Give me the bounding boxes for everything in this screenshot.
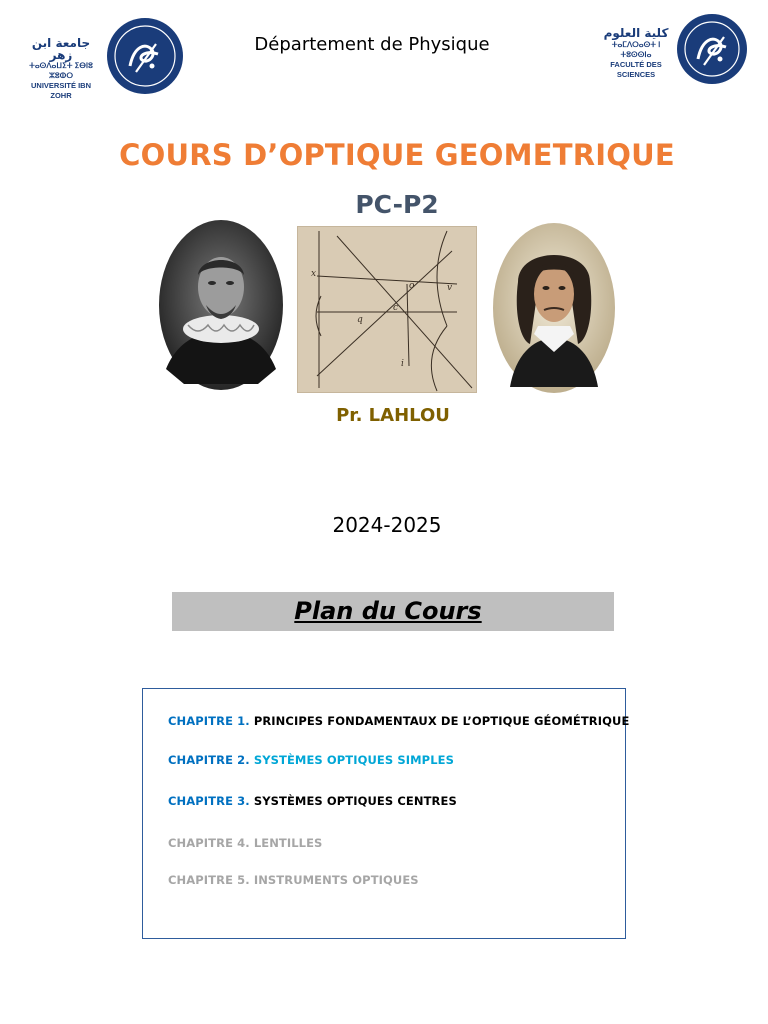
portrait-right-image <box>492 222 616 394</box>
university-name <box>22 37 100 101</box>
department-name: Département de Physique <box>254 34 490 55</box>
faculty-name-tifinagh: ⵜⴰⵎⴷⵔⴰⵙⵜ ⵏ ⵜⵓⵙⵙⵏⴰ <box>611 40 661 59</box>
university-seal-icon <box>106 16 184 96</box>
svg-text:c: c <box>393 303 399 313</box>
chapter-number: CHAPITRE 1. <box>168 714 250 728</box>
faculty-name-arabic: كلية العلوم <box>603 26 669 40</box>
faculty-name-french: FACULTÉ DES SCIENCES <box>610 60 662 79</box>
faculty-seal-icon <box>676 11 748 87</box>
university-name-arabic: جامعة ابن زهر <box>31 36 91 62</box>
toc-chapter-2[interactable] <box>168 753 454 767</box>
chapter-title: LENTILLES <box>253 836 323 850</box>
toc-chapter-4[interactable] <box>168 836 322 850</box>
university-name-tifinagh: ⵜⴰⵙⴷⴰⵡⵉⵜ ⵉⴱⵏⵓ ⵣⵓⵀⵔ <box>29 61 93 80</box>
chapter-title: PRINCIPES FONDAMENTAUX DE L’OPTIQUE GÉOMÉTRIQUE <box>253 714 630 728</box>
chapter-title: INSTRUMENTS OPTIQUES <box>253 873 419 887</box>
chapter-title: SYSTÈMES OPTIQUES CENTRES <box>253 794 457 808</box>
university-name-french: UNIVERSITÉ IBN ZOHR <box>30 81 91 100</box>
chapter-number: CHAPITRE 4. <box>168 836 250 850</box>
svg-text:x: x <box>311 269 317 279</box>
toc-chapter-5[interactable] <box>168 873 419 887</box>
svg-text:v: v <box>447 283 453 293</box>
optics-manuscript-diagram-image <box>297 226 477 393</box>
portrait-left-image <box>158 219 284 391</box>
svg-text:o: o <box>409 281 415 291</box>
svg-text:i: i <box>401 359 404 369</box>
faculty-name <box>598 27 674 80</box>
plan-heading: Plan du Cours <box>294 597 482 625</box>
toc-chapter-3[interactable] <box>168 794 457 808</box>
chapter-number: CHAPITRE 2. <box>168 753 250 767</box>
course-code: PC-P2 <box>355 190 439 219</box>
course-title: COURS D’OPTIQUE GEOMETRIQUE <box>119 138 675 172</box>
academic-year: 2024-2025 <box>332 513 442 537</box>
author-name: Pr. LAHLOU <box>336 405 450 426</box>
chapter-number: CHAPITRE 5. <box>168 873 250 887</box>
toc-chapter-1[interactable] <box>168 714 629 728</box>
chapter-number: CHAPITRE 3. <box>168 794 250 808</box>
svg-text:q: q <box>357 315 363 325</box>
chapter-title: SYSTÈMES OPTIQUES SIMPLES <box>253 753 454 767</box>
